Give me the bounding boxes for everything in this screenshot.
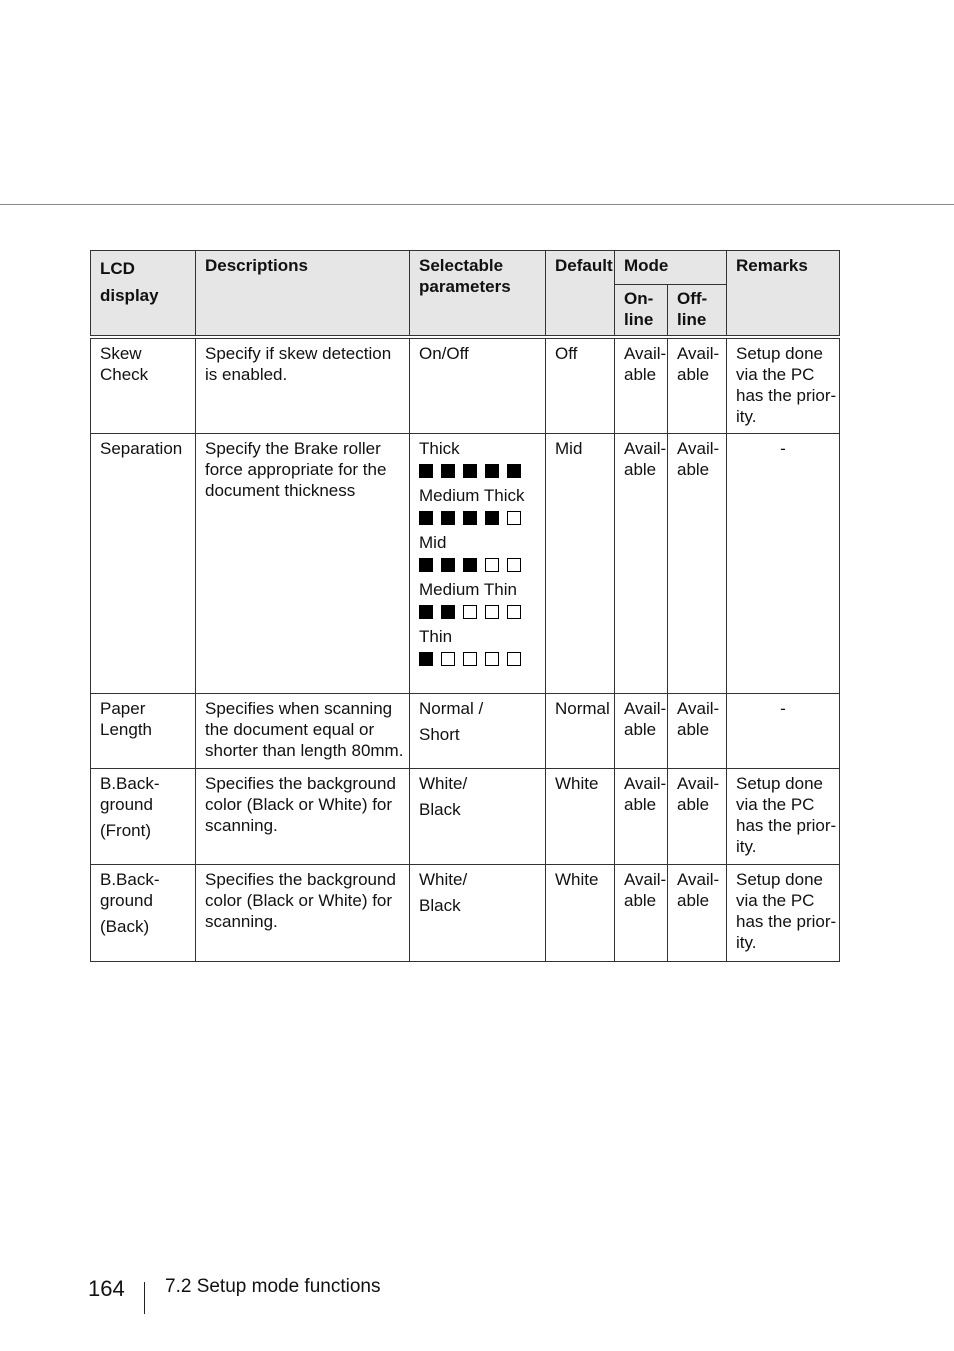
cell-desc	[196, 694, 410, 769]
offline-text: Avail-	[677, 699, 720, 718]
lcd-text: Check	[100, 364, 149, 384]
separation-level-label: Mid	[419, 533, 447, 552]
desc-text: is enabled.	[205, 364, 288, 384]
remarks-text: Setup done	[736, 343, 823, 363]
desc-text: force appropriate for the	[205, 460, 387, 479]
online-text: Avail-	[624, 774, 667, 793]
cell-lcd	[91, 769, 196, 865]
empty-square-icon	[507, 652, 521, 666]
cell-remarks	[727, 769, 840, 865]
lcd-text: Skew	[100, 343, 142, 363]
header-remarks: Remarks	[727, 251, 840, 337]
cell-default	[546, 434, 615, 694]
default-text: White	[555, 774, 599, 793]
cell-desc	[196, 769, 410, 865]
remarks-text: -	[780, 439, 786, 458]
default-text: Off	[555, 343, 578, 363]
remarks-text: has the prior-	[736, 385, 837, 405]
lcd-text: B.Back-	[100, 774, 160, 793]
online-text: able	[624, 795, 657, 814]
header-mode: Mode	[615, 251, 727, 285]
header-default: Default	[546, 251, 615, 337]
desc-text: scanning.	[205, 816, 278, 835]
cell-desc	[196, 337, 410, 434]
empty-square-icon	[441, 652, 455, 666]
table-row	[91, 434, 840, 694]
remarks-text: -	[780, 699, 786, 718]
params-text: Black	[419, 800, 461, 819]
table-row	[91, 769, 840, 865]
online-text: able	[624, 460, 657, 479]
remarks-text: ity.	[736, 406, 757, 426]
offline-text: Avail-	[677, 870, 720, 889]
strength-indicator	[419, 558, 545, 574]
cell-desc	[196, 865, 410, 962]
empty-square-icon	[507, 558, 521, 572]
desc-text: scanning.	[205, 912, 278, 931]
cell-default	[546, 694, 615, 769]
lcd-text: ground	[100, 795, 153, 814]
offline-text: Avail-	[677, 774, 720, 793]
params-text: Normal /	[419, 699, 484, 718]
table-body	[91, 337, 840, 962]
table-row	[91, 865, 840, 962]
cell-default	[546, 769, 615, 865]
offline-text: able	[677, 795, 710, 814]
default-text: Normal	[555, 699, 610, 718]
filled-square-icon	[507, 464, 521, 478]
cell-remarks	[727, 865, 840, 962]
lcd-text: ground	[100, 891, 153, 910]
empty-square-icon	[463, 605, 477, 619]
lcd-text: (Back)	[100, 917, 150, 936]
filled-square-icon	[419, 464, 433, 478]
desc-text: the document equal or	[205, 720, 375, 739]
empty-square-icon	[485, 652, 499, 666]
cell-lcd	[91, 865, 196, 962]
empty-square-icon	[507, 605, 521, 619]
filled-square-icon	[463, 511, 477, 525]
filled-square-icon	[485, 464, 499, 478]
filled-square-icon	[463, 558, 477, 572]
desc-text: color (Black or White) for	[205, 891, 393, 910]
cell-remarks	[727, 337, 840, 434]
cell-remarks	[727, 434, 840, 694]
cell-online	[615, 769, 668, 865]
cell-params	[410, 337, 546, 434]
strength-indicator	[419, 464, 545, 480]
cell-offline	[668, 865, 727, 962]
online-text: Avail-	[624, 870, 667, 889]
lcd-text: (Front)	[100, 821, 151, 840]
filled-square-icon	[419, 511, 433, 525]
section-title: 7.2 Setup mode functions	[165, 1276, 381, 1297]
empty-square-icon	[463, 652, 477, 666]
header-offline: Off- line	[668, 285, 727, 337]
remarks-text: via the PC	[736, 795, 815, 814]
footer-divider	[144, 1282, 145, 1314]
empty-square-icon	[485, 605, 499, 619]
cell-online	[615, 434, 668, 694]
header-rule	[0, 204, 954, 205]
header-selectable-parameters: Selectable parameters	[410, 251, 546, 337]
filled-square-icon	[441, 464, 455, 478]
empty-square-icon	[507, 511, 521, 525]
strength-indicator	[419, 605, 545, 621]
cell-online	[615, 337, 668, 434]
cell-online	[615, 865, 668, 962]
filled-square-icon	[485, 511, 499, 525]
online-text: able	[624, 891, 657, 910]
filled-square-icon	[463, 464, 477, 478]
page-number: 164	[88, 1276, 125, 1301]
setup-functions-table	[90, 250, 840, 962]
filled-square-icon	[419, 605, 433, 619]
remarks-text: has the prior-	[736, 912, 837, 931]
lcd-text: Length	[100, 720, 152, 739]
filled-square-icon	[419, 558, 433, 572]
cell-lcd	[91, 434, 196, 694]
online-text: able	[624, 364, 657, 384]
offline-text: able	[677, 460, 710, 479]
cell-remarks	[727, 694, 840, 769]
filled-square-icon	[441, 558, 455, 572]
params-text: Short	[419, 725, 460, 744]
desc-text: Specifies when scanning	[205, 699, 393, 718]
cell-lcd	[91, 337, 196, 434]
params-text: White/	[419, 774, 468, 793]
params-text: Black	[419, 896, 461, 915]
filled-square-icon	[441, 511, 455, 525]
table-row	[91, 337, 840, 434]
cell-online	[615, 694, 668, 769]
table-row	[91, 694, 840, 769]
cell-offline	[668, 337, 727, 434]
lcd-text: B.Back-	[100, 870, 160, 889]
desc-text: Specifies the background	[205, 870, 396, 889]
header-online: On- line	[615, 285, 668, 337]
desc-text: document thickness	[205, 481, 356, 500]
remarks-text: ity.	[736, 933, 757, 952]
desc-text: Specifies the background	[205, 774, 396, 793]
desc-text: shorter than length 80mm.	[205, 741, 404, 760]
cell-params	[410, 769, 546, 865]
header-descriptions: Descriptions	[196, 251, 410, 337]
remarks-text: ity.	[736, 837, 757, 856]
strength-indicator	[419, 652, 545, 668]
remarks-text: via the PC	[736, 891, 815, 910]
params-text: On/Off	[419, 343, 469, 363]
offline-text: able	[677, 364, 710, 384]
desc-text: color (Black or White) for	[205, 795, 393, 814]
offline-text: able	[677, 720, 710, 739]
cell-lcd	[91, 694, 196, 769]
offline-text: able	[677, 891, 710, 910]
online-text: able	[624, 720, 657, 739]
cell-default	[546, 337, 615, 434]
lcd-text: Separation	[100, 439, 183, 458]
params-text: White/	[419, 870, 468, 889]
cell-desc	[196, 434, 410, 694]
remarks-text: has the prior-	[736, 816, 837, 835]
filled-square-icon	[441, 605, 455, 619]
separation-level-label: Medium Thick	[419, 486, 525, 505]
remarks-text: Setup done	[736, 870, 823, 889]
online-text: Avail-	[624, 699, 667, 718]
cell-params	[410, 694, 546, 769]
separation-level-label: Medium Thin	[419, 580, 517, 599]
empty-square-icon	[485, 558, 499, 572]
online-text: Avail-	[624, 439, 667, 458]
strength-indicator	[419, 511, 545, 527]
online-text: Avail-	[624, 343, 667, 363]
cell-offline	[668, 694, 727, 769]
desc-text: Specify if skew detection	[205, 343, 392, 363]
cell-offline	[668, 769, 727, 865]
cell-params	[410, 434, 546, 694]
header-lcd-display: LCD display	[91, 251, 196, 337]
filled-square-icon	[419, 652, 433, 666]
offline-text: Avail-	[677, 343, 720, 363]
offline-text: Avail-	[677, 439, 720, 458]
cell-default	[546, 865, 615, 962]
separation-level-label: Thick	[419, 439, 460, 458]
separation-level-label: Thin	[419, 627, 453, 646]
cell-params	[410, 865, 546, 962]
lcd-text: Paper	[100, 699, 146, 718]
desc-text: Specify the Brake roller	[205, 439, 381, 458]
default-text: White	[555, 870, 599, 889]
default-text: Mid	[555, 439, 583, 458]
cell-offline	[668, 434, 727, 694]
remarks-text: via the PC	[736, 364, 815, 384]
remarks-text: Setup done	[736, 774, 823, 793]
